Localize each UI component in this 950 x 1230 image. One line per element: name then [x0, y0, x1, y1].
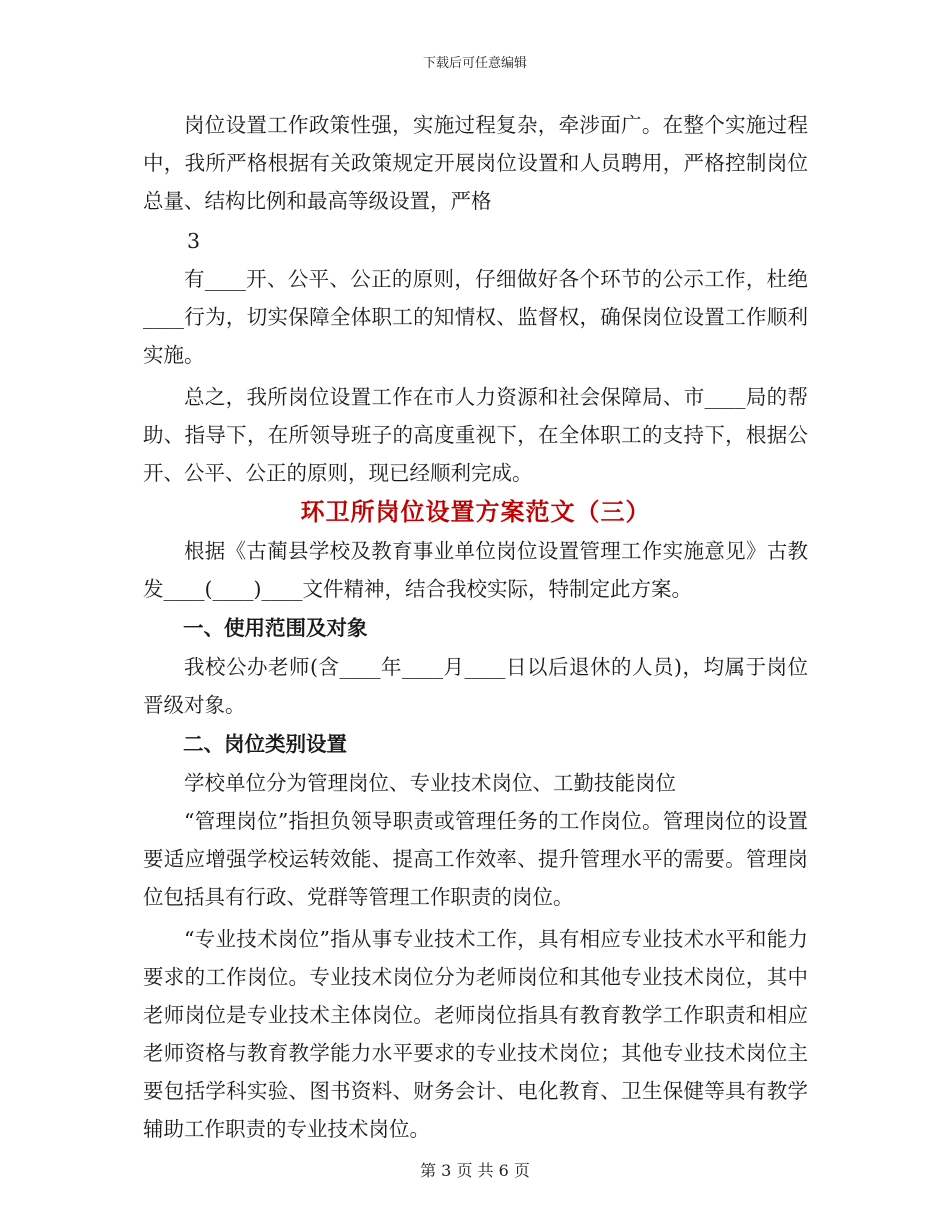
paragraph-policy: 岗位设置工作政策性强，实施过程复杂，牵涉面广。在整个实施过程中，我所严格根据有关政策规定开展岗位设置和人员聘用，严格控制岗位总量、结构比例和最高等级设置，严格: [143, 113, 808, 213]
paragraph-summary: 总之，我所岗位设置工作在市人力资源和社会保障局、市____局的帮助、指导下，在所领导班子的高度重视下，在全体职工的支持下，根据公开、公平、公正的原则，现已经顺利完成。: [143, 385, 808, 485]
paragraph-principles: 有____开、公平、公正的原则，仔细做好各个环节的公示工作，杜绝____行为，切实保障全体职工的知情权、监督权，确保岗位设置工作顺利实施。: [143, 267, 808, 367]
page-header: 下载后可任意编辑: [422, 56, 527, 71]
paragraph-technical-posts: “专业技术岗位”指从事专业技术工作，具有相应专业技术水平和能力要求的工作岗位。专业技术岗位分为老师岗位和其他专业技术岗位，其中老师岗位是专业技术主体岗位。老师岗位指具有教育教学工作职责和相应老师资格与教育教学能力水平要求的专业技术岗位；其他专业技术岗位主要包括学科实验、图书资料、财务会计、电化教育、卫生保健等具有教学辅助工作职责的专业技术岗位。: [143, 927, 808, 1141]
page-marker: 3: [187, 229, 201, 253]
document-body: [143, 106, 808, 1148]
paragraph-categories: 学校单位分为管理岗位、专业技术岗位、工勤技能岗位: [184, 771, 676, 795]
paragraph-basis: 根据《古蔺县学校及教育事业单位岗位设置管理工作实施意见》古教发____(____)____文件精神，结合我校实际，特制定此方案。: [143, 539, 808, 601]
page-footer: 第 3 页 共 6 页: [420, 1161, 530, 1180]
heading-scope: 一、使用范围及对象: [183, 616, 368, 640]
heading-categories: 二、岗位类别设置: [183, 732, 347, 756]
section-title: 环卫所岗位设置方案范文（三）: [300, 497, 651, 526]
paragraph-scope: 我校公办老师(含____年____月____日以后退休的人员)，均属于岗位晋级对象。: [143, 655, 808, 717]
paragraph-management-posts: “管理岗位”指担负领导职责或管理任务的工作岗位。管理岗位的设置要适应增强学校运转效能、提高工作效率、提升管理水平的需要。管理岗位包括具有行政、党群等管理工作职责的岗位。: [143, 809, 808, 909]
